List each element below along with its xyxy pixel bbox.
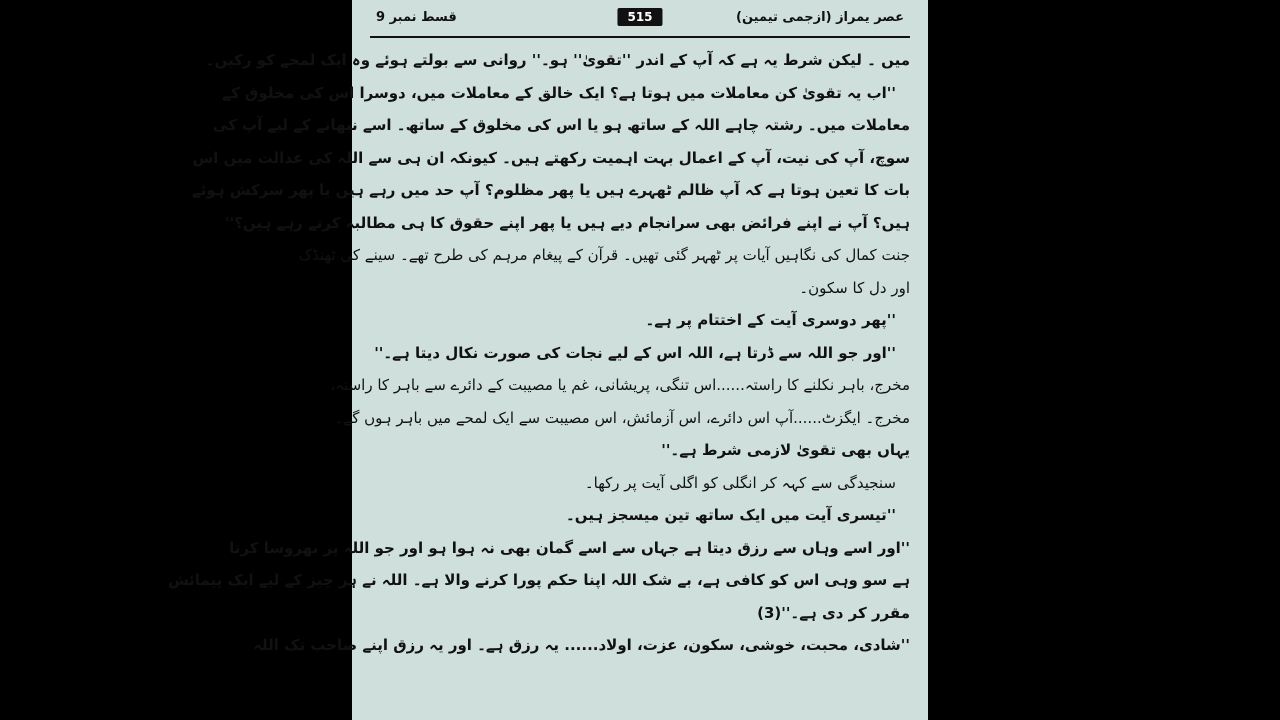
book-page (167, 0, 928, 720)
text-line: ہیں؟ آپ نے اپنے فرائض بھی سرانجام دیے ہیں یا پھر اپنے حقوق کا ہی مطالبہ کرتے رہے ہیں؟'' (225, 213, 910, 232)
text-line: ''اور اسے وہاں سے رزق دیتا ہے جہاں سے اسے گمان بھی نہ ہوا ہو اور جو اللہ پر بھروسا کرتا (229, 538, 910, 557)
episode-label: قسط نمبر 9 (376, 10, 457, 25)
page-body (167, 44, 910, 720)
text-line: یہاں بھی تقویٰ لازمی شرط ہے۔'' (661, 441, 910, 459)
text-line: مخرج، باہر نکلنے کا راستہ......اس تنگی، پریشانی، غم یا مصیبت کے دائرے سے باہر کا راستہ، (330, 376, 910, 394)
text-line: مخرج۔ ایگزٹ......آپ اس دائرے، اس آزمائش، اس مصیبت سے ایک لمحے میں باہر ہوں گے۔ (334, 408, 910, 427)
text-line: میں ۔ لیکن شرط یہ ہے کہ آپ کے اندر ''تقویٰ'' ہو۔'' روانی سے بولتے ہوئے وہ ایک لمحے کو رکیں۔ (205, 51, 910, 69)
text-line: بات کا تعین ہوتا ہے کہ آپ ظالم ٹھہرے ہیں یا پھر مظلوم؟ آپ حد میں رہے ہیں یا پھر سرکش ہوئے (191, 181, 910, 199)
text-line: ''اور جو اللہ سے ڈرتا ہے، اللہ اس کے لیے نجات کی صورت نکال دیتا ہے۔'' (374, 343, 896, 362)
book-title: عصر یمراز (ازجمی تیمین) (736, 10, 904, 25)
text-line: ''شادی، محبت، خوشی، سکون، عزت، اولاد...... یہ رزق ہے۔ اور یہ رزق اپنے صاحب تک اللہ (253, 636, 910, 654)
text-line: اور دل کا سکون۔ (799, 278, 910, 297)
header-divider (370, 36, 910, 38)
text-line: مقرر کر دی ہے۔''(3) (757, 603, 910, 622)
text-line: سنجیدگی سے کہہ کر انگلی کو اگلی آیت پر رکھا۔ (584, 473, 896, 492)
text-line: ''تیسری آیت میں ایک ساتھ تین میسجز ہیں۔ (565, 506, 896, 524)
text-line: معاملات میں۔ رشتہ چاہے اللہ کے ساتھ ہو یا اس کی مخلوق کے ساتھ۔ اسے نبھانے کے لیے آپ کی (212, 116, 910, 134)
page-number: 515 (617, 8, 662, 26)
text-line: جنت کمال کی نگاہیں آیات پر ٹھہر گئی تھیں۔ قرآن کے پیغام مرہم کی طرح تھے۔ سینے کی ٹھنڈک (298, 246, 910, 264)
text-line: ''اب یہ تقویٰ کن معاملات میں ہوتا ہے؟ ایک خالق کے معاملات میں، دوسرا اس کی مخلوق کے (222, 83, 896, 102)
text-line: ''پھر دوسری آیت کے اختتام پر ہے۔ (645, 311, 896, 329)
text-line: ہے سو وہی اس کو کافی ہے، بے شک اللہ اپنا حکم پورا کرنے والا ہے۔ اللہ نے ہر چیز کے لیے ایک پیمائش (167, 571, 910, 589)
text-line: سوچ، آپ کی نیت، آپ کے اعمال بہت اہمیت رکھتے ہیں۔ کیونکہ ان ہی سے اللہ کی عدالت میں اس (192, 148, 910, 167)
page-header (370, 6, 910, 34)
